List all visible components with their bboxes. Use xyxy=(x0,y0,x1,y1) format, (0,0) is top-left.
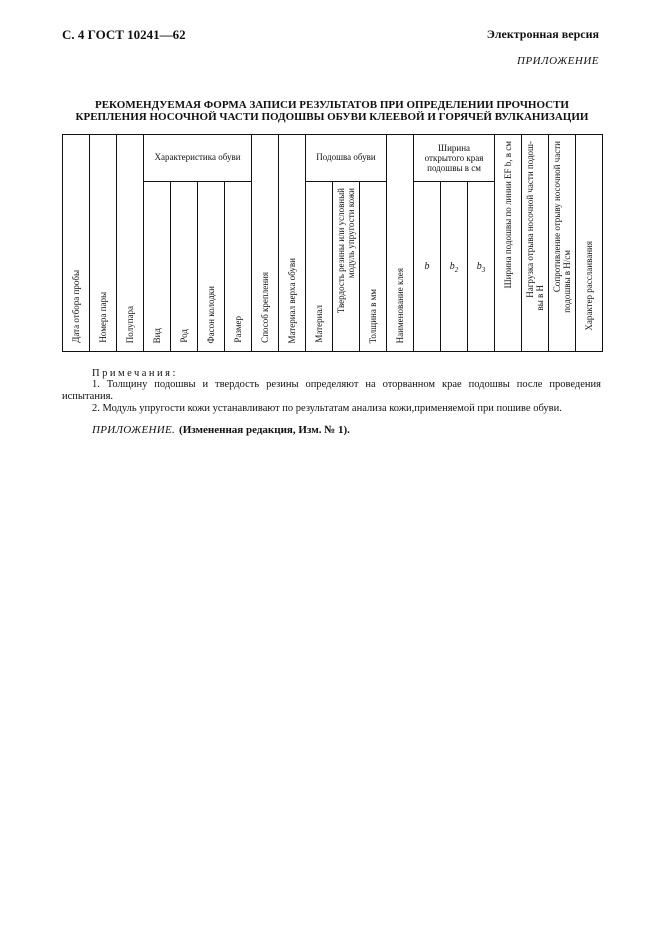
col-delamination: Характер расслаивания xyxy=(576,135,603,352)
note-2: 2. Модуль упругости кожи устанавливают по результатам анализа кожи,применяемой при пошиве обуви. xyxy=(92,403,562,414)
col-thickness: Толщина в мм xyxy=(360,182,387,352)
col-glue: Наименование клея xyxy=(387,135,414,352)
col-tear-resistance: Сопротивление отрыву носочной части подошвы в Н/см xyxy=(549,135,576,352)
col-fastening: Способ крепления xyxy=(252,135,279,352)
group-open-edge-width: Ширина открытого края подошвы в см xyxy=(414,135,495,182)
col-shoe-type: Вид xyxy=(144,182,171,352)
amendment-reference: ПРИЛОЖЕНИЕ. (Измененная редакция, Изм. № 1). xyxy=(92,424,350,436)
col-b3: $b_3$ xyxy=(468,182,495,352)
col-date: Дата отбора пробы xyxy=(63,135,90,352)
col-last-style: Фасон колодки xyxy=(198,182,225,352)
col-hardness: Твердость резины или условный модуль упругости кожи xyxy=(333,182,360,352)
col-size: Размер xyxy=(225,182,252,352)
col-b2: $b_2$ xyxy=(441,182,468,352)
notes-heading: Примечания: xyxy=(92,368,178,379)
title-line-2: КРЕПЛЕНИЯ НОСОЧНОЙ ЧАСТИ ПОДОШВЫ ОБУВИ КЛЕЕВОЙ И ГОРЯЧЕЙ ВУЛКАНИЗАЦИИ xyxy=(75,111,589,123)
appendix-label: ПРИЛОЖЕНИЕ xyxy=(517,55,599,67)
title-line-1: РЕКОМЕНДУЕМАЯ ФОРМА ЗАПИСИ РЕЗУЛЬТАТОВ ПРИ ОПРЕДЕЛЕНИИ ПРОЧНОСТИ xyxy=(95,99,569,111)
col-sole-width-ef: Ширина подошвы по линии EF b, в см xyxy=(495,135,522,352)
col-tear-load: Нагрузка отрыва носочной части подош- вы в Н xyxy=(522,135,549,352)
col-b: b xyxy=(414,182,441,352)
group-shoe-characteristics: Характеристика обуви xyxy=(144,135,252,182)
col-upper-material: Материал верха обуви xyxy=(279,135,306,352)
col-pair-number: Номера пары xyxy=(90,135,117,352)
page-reference: С. 4 ГОСТ 10241—62 xyxy=(62,27,186,42)
note-1: 1. Толщину подошвы и твердость резины определяют на оторванном крае подошвы после проведения испытания. xyxy=(62,379,601,402)
col-sole-material: Материал xyxy=(306,182,333,352)
group-sole: Подошва обуви xyxy=(306,135,387,182)
col-half-pair: Полупара xyxy=(117,135,144,352)
col-shoe-kind: Род xyxy=(171,182,198,352)
results-form-table xyxy=(62,134,603,352)
edition-label: Электронная версия xyxy=(486,27,599,41)
